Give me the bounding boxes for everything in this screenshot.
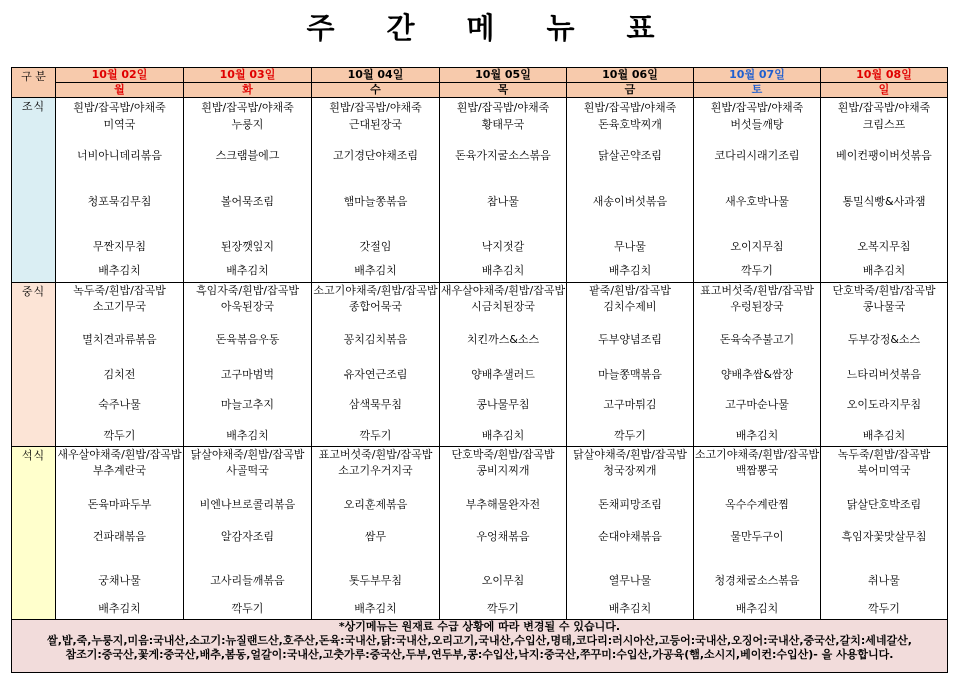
menu-item: 청포묵김무침 xyxy=(87,195,152,208)
menu-item: 청국장찌개 xyxy=(603,464,657,477)
menu-item: 표고버섯죽/흰밥/잡곡밥 xyxy=(700,284,814,297)
menu-item: 흑임자꽃맛살무침 xyxy=(841,530,927,543)
menu-cell-breakfast xyxy=(56,98,184,283)
menu-item: 물만두구이 xyxy=(730,530,784,543)
menu-item: 돈육가지굴소스볶음 xyxy=(455,149,551,162)
menu-item: 청경채굴소스볶음 xyxy=(714,574,800,587)
menu-item: 고구마순나물 xyxy=(725,398,789,411)
menu-item: 고구마범벅 xyxy=(220,368,275,381)
menu-item: 크림스프 xyxy=(862,118,906,131)
menu-cell-dinner xyxy=(567,447,694,620)
menu-item: 누룽지 xyxy=(231,118,264,131)
menu-item: 황태무국 xyxy=(481,118,525,131)
menu-item: 돈육볶음우동 xyxy=(215,333,280,346)
menu-cell-lunch xyxy=(56,283,184,447)
menu-item: 콩비지찌개 xyxy=(476,464,530,477)
menu-item: 흰밥/잡곡밥/야채죽 xyxy=(329,101,422,114)
menu-item: 흰밥/잡곡밥/야채죽 xyxy=(710,101,804,114)
day-date: 10월 06일 xyxy=(567,68,694,83)
menu-cell-breakfast xyxy=(440,98,567,283)
menu-item: 북어미역국 xyxy=(857,464,911,477)
menu-item: 사골떡국 xyxy=(226,464,269,477)
menu-item: 건파래볶음 xyxy=(92,530,147,543)
menu-item: 유자연근조림 xyxy=(343,368,408,381)
menu-item: 팥죽/흰밥/잡곡밥 xyxy=(589,284,671,297)
menu-cell-lunch xyxy=(694,283,821,447)
menu-item: 멸치견과류볶음 xyxy=(82,333,157,346)
menu-item: 흰밥/잡곡밥/야채죽 xyxy=(583,101,677,114)
menu-item: 새우호박나물 xyxy=(725,195,789,208)
day-date: 10월 02일 xyxy=(56,68,184,83)
menu-item: 아욱된장국 xyxy=(220,300,275,313)
menu-item: 배추김치 xyxy=(226,429,269,442)
day-date: 10월 03일 xyxy=(184,68,312,83)
day-of-week: 목 xyxy=(440,83,567,98)
menu-item: 깍두기 xyxy=(868,602,900,615)
menu-item: 비엔나브로콜리볶음 xyxy=(199,498,296,511)
menu-item: 갓절임 xyxy=(359,240,392,253)
menu-item: 무짠지무침 xyxy=(92,240,147,253)
menu-item: 김치수제비 xyxy=(603,300,657,313)
menu-item: 쌈무 xyxy=(364,530,387,543)
menu-item: 치킨까스&소스 xyxy=(466,333,540,346)
day-of-week: 토 xyxy=(694,83,821,98)
menu-item: 순대야채볶음 xyxy=(598,530,662,543)
menu-item: 무나물 xyxy=(614,240,646,253)
menu-item: 햄마늘쫑볶음 xyxy=(343,195,408,208)
menu-item: 배추김치 xyxy=(226,264,269,277)
day-date: 10월 04일 xyxy=(312,68,440,83)
menu-item: 배추김치 xyxy=(862,264,906,277)
menu-item: 흰밥/잡곡밥/야채죽 xyxy=(456,101,550,114)
menu-cell-dinner xyxy=(56,447,184,620)
menu-cell-breakfast xyxy=(821,98,948,283)
menu-item: 새우살야채죽/흰밥/잡곡밥 xyxy=(440,284,566,297)
menu-item: 코다리시래기조림 xyxy=(714,149,800,162)
menu-cell-breakfast xyxy=(694,98,821,283)
menu-item: 닭살야채죽/흰밥/잡곡밥 xyxy=(573,448,687,461)
menu-item: 두부양념조림 xyxy=(598,333,662,346)
menu-item: 종합어묵국 xyxy=(348,300,403,313)
menu-item: 깍두기 xyxy=(614,429,646,442)
menu-item: 궁채나물 xyxy=(98,574,141,587)
menu-cell-lunch xyxy=(567,283,694,447)
menu-item: 배추김치 xyxy=(354,602,397,615)
menu-item: 새송이버섯볶음 xyxy=(592,195,668,208)
menu-item: 베이컨팽이버섯볶음 xyxy=(836,149,932,162)
menu-item: 배추김치 xyxy=(481,429,525,442)
menu-item: 고기경단야채조림 xyxy=(332,149,418,162)
menu-item: 숙주나물 xyxy=(98,398,141,411)
menu-item: 고구마튀김 xyxy=(603,398,657,411)
menu-item: 된장깻잎지 xyxy=(220,240,275,253)
menu-item: 꽁치김치볶음 xyxy=(343,333,408,346)
menu-item: 깍두기 xyxy=(487,602,519,615)
title-char: 간 xyxy=(386,11,415,45)
menu-item: 배추김치 xyxy=(354,264,397,277)
menu-item: 양배추샐러드 xyxy=(471,368,535,381)
menu-item: 스크램블에그 xyxy=(215,149,280,162)
menu-cell-lunch xyxy=(821,283,948,447)
menu-item: 시금치된장국 xyxy=(471,300,535,313)
menu-item: 돈육호박찌개 xyxy=(598,118,662,131)
menu-item: 우렁된장국 xyxy=(730,300,784,313)
menu-item: 배추김치 xyxy=(98,264,141,277)
menu-item: 양배추쌈&쌈장 xyxy=(720,368,794,381)
menu-item: 느타리버섯볶음 xyxy=(846,368,922,381)
menu-item: 배추김치 xyxy=(481,264,525,277)
day-of-week: 월 xyxy=(56,83,184,98)
menu-item: 오복지무침 xyxy=(857,240,911,253)
menu-item: 닭살곤약조림 xyxy=(598,149,662,162)
menu-item: 고사리들깨볶음 xyxy=(210,574,285,587)
menu-item: 깍두기 xyxy=(231,602,264,615)
menu-cell-lunch xyxy=(184,283,312,447)
menu-cell-dinner xyxy=(312,447,440,620)
notice-line: 쌀,밥,죽,누룽지,미음:국내산,소고기:뉴질랜드산,호주산,돈육:국내산,닭:국내산,오리고기,국내산,수입산,명태,코다리:러시아산,고등어:국내산,오징어:국내산,중국산,갈치:세네갈산, xyxy=(47,634,912,647)
menu-item: 부추해물완자전 xyxy=(465,498,541,511)
menu-item: 마늘쫑맥볶음 xyxy=(598,368,662,381)
menu-cell-lunch xyxy=(440,283,567,447)
menu-item: 참나물 xyxy=(487,195,519,208)
menu-item: 새우살야채죽/흰밥/잡곡밥 xyxy=(57,448,182,461)
menu-cell-lunch xyxy=(312,283,440,447)
menu-item: 부추계란국 xyxy=(92,464,147,477)
menu-item: 버섯들깨탕 xyxy=(730,118,784,131)
menu-item: 콩나물무침 xyxy=(476,398,530,411)
menu-item: 소고기우거지국 xyxy=(338,464,413,477)
menu-item: 깍두기 xyxy=(103,429,136,442)
menu-item: 흰밥/잡곡밥/야채죽 xyxy=(73,101,166,114)
meal-label-dinner: 석식 xyxy=(12,447,56,620)
menu-item: 김치전 xyxy=(103,368,136,381)
menu-cell-breakfast xyxy=(567,98,694,283)
title-char: 뉴 xyxy=(546,11,575,45)
notice-line: 참조기:중국산,꽃게:중국산,배추,봄동,얼갈이:국내산,고춧가루:중국산,두부,연두부,콩:수입산,낙지:중국산,쭈꾸미:수입산,가공육(햄,소시지,베이컨:수입산)- 을 사용합니다. xyxy=(65,648,894,661)
day-date: 10월 07일 xyxy=(694,68,821,83)
day-date: 10월 05일 xyxy=(440,68,567,83)
page-title xyxy=(0,6,961,47)
meal-label-breakfast: 조식 xyxy=(12,98,56,283)
menu-item: 배추김치 xyxy=(608,602,652,615)
menu-item: 녹두죽/흰밥/잡곡밥 xyxy=(837,448,931,461)
day-date: 10월 08일 xyxy=(821,68,948,83)
menu-item: 소고기야채죽/흰밥/잡곡밥 xyxy=(313,284,438,297)
menu-item: 깍두기 xyxy=(359,429,392,442)
day-of-week: 화 xyxy=(184,83,312,98)
day-of-week: 수 xyxy=(312,83,440,98)
menu-item: 흰밥/잡곡밥/야채죽 xyxy=(837,101,931,114)
menu-item: 닭살단호박조림 xyxy=(846,498,922,511)
menu-item: 배추김치 xyxy=(862,429,906,442)
menu-item: 소고기무국 xyxy=(92,300,147,313)
menu-item: 오이무침 xyxy=(481,574,525,587)
menu-item: 취나물 xyxy=(868,574,900,587)
title-char: 주 xyxy=(306,11,335,45)
menu-item: 낙지젓갈 xyxy=(481,240,525,253)
menu-item: 돈채피망조림 xyxy=(598,498,662,511)
menu-item: 흰밥/잡곡밥/야채죽 xyxy=(201,101,294,114)
menu-item: 우엉채볶음 xyxy=(476,530,530,543)
menu-item: 두부강정&소스 xyxy=(847,333,921,346)
menu-item: 흑임자죽/흰밥/잡곡밥 xyxy=(195,284,300,297)
menu-item: 오리훈제볶음 xyxy=(343,498,408,511)
menu-item: 톳두부무침 xyxy=(348,574,403,587)
menu-cell-dinner xyxy=(184,447,312,620)
menu-item: 배추김치 xyxy=(735,429,779,442)
menu-item: 마늘고추지 xyxy=(220,398,275,411)
menu-item: 돈육마파두부 xyxy=(87,498,152,511)
menu-item: 너비아니데리볶음 xyxy=(76,149,162,162)
notice-box xyxy=(12,620,948,673)
menu-item: 근대된장국 xyxy=(348,118,403,131)
menu-item: 녹두죽/흰밥/잡곡밥 xyxy=(73,284,166,297)
menu-item: 삼색묵무침 xyxy=(348,398,403,411)
menu-item: 배추김치 xyxy=(608,264,652,277)
menu-item: 오이도라지무침 xyxy=(846,398,922,411)
menu-item: 열무나물 xyxy=(608,574,652,587)
menu-item: 단호박죽/흰밥/잡곡밥 xyxy=(451,448,555,461)
menu-item: 깍두기 xyxy=(741,264,773,277)
menu-cell-breakfast xyxy=(184,98,312,283)
menu-item: 통밀식빵&사과잼 xyxy=(842,195,926,208)
menu-item: 돈육숙주불고기 xyxy=(719,333,795,346)
menu-item: 소고기야채죽/흰밥/잡곡밥 xyxy=(694,448,820,461)
meal-label-lunch: 중식 xyxy=(12,283,56,447)
menu-cell-dinner xyxy=(694,447,821,620)
menu-item: 콩나물국 xyxy=(862,300,906,313)
menu-item: 닭살야채죽/흰밥/잡곡밥 xyxy=(190,448,305,461)
menu-item: 배추김치 xyxy=(735,602,779,615)
menu-item: 알감자조림 xyxy=(220,530,275,543)
title-char: 표 xyxy=(626,11,655,45)
day-of-week: 금 xyxy=(567,83,694,98)
title-char: 메 xyxy=(466,11,495,45)
header-label: 구 분 xyxy=(12,68,56,98)
menu-item: 오이지무침 xyxy=(730,240,784,253)
menu-item: 미역국 xyxy=(103,118,136,131)
menu-item: 백짬뽕국 xyxy=(735,464,779,477)
menu-cell-dinner xyxy=(440,447,567,620)
menu-item: 단호박죽/흰밥/잡곡밥 xyxy=(832,284,936,297)
menu-item: 옥수수계란찜 xyxy=(725,498,789,511)
day-of-week: 일 xyxy=(821,83,948,98)
menu-item: 배추김치 xyxy=(98,602,141,615)
menu-cell-breakfast xyxy=(312,98,440,283)
menu-cell-dinner xyxy=(821,447,948,620)
weekly-menu-table xyxy=(11,67,948,673)
notice-line: *상기메뉴는 원재료 수급 상황에 따라 변경될 수 있습니다. xyxy=(338,620,621,633)
menu-item: 표고버섯죽/흰밥/잡곡밥 xyxy=(318,448,433,461)
menu-item: 볼어묵조림 xyxy=(220,195,275,208)
